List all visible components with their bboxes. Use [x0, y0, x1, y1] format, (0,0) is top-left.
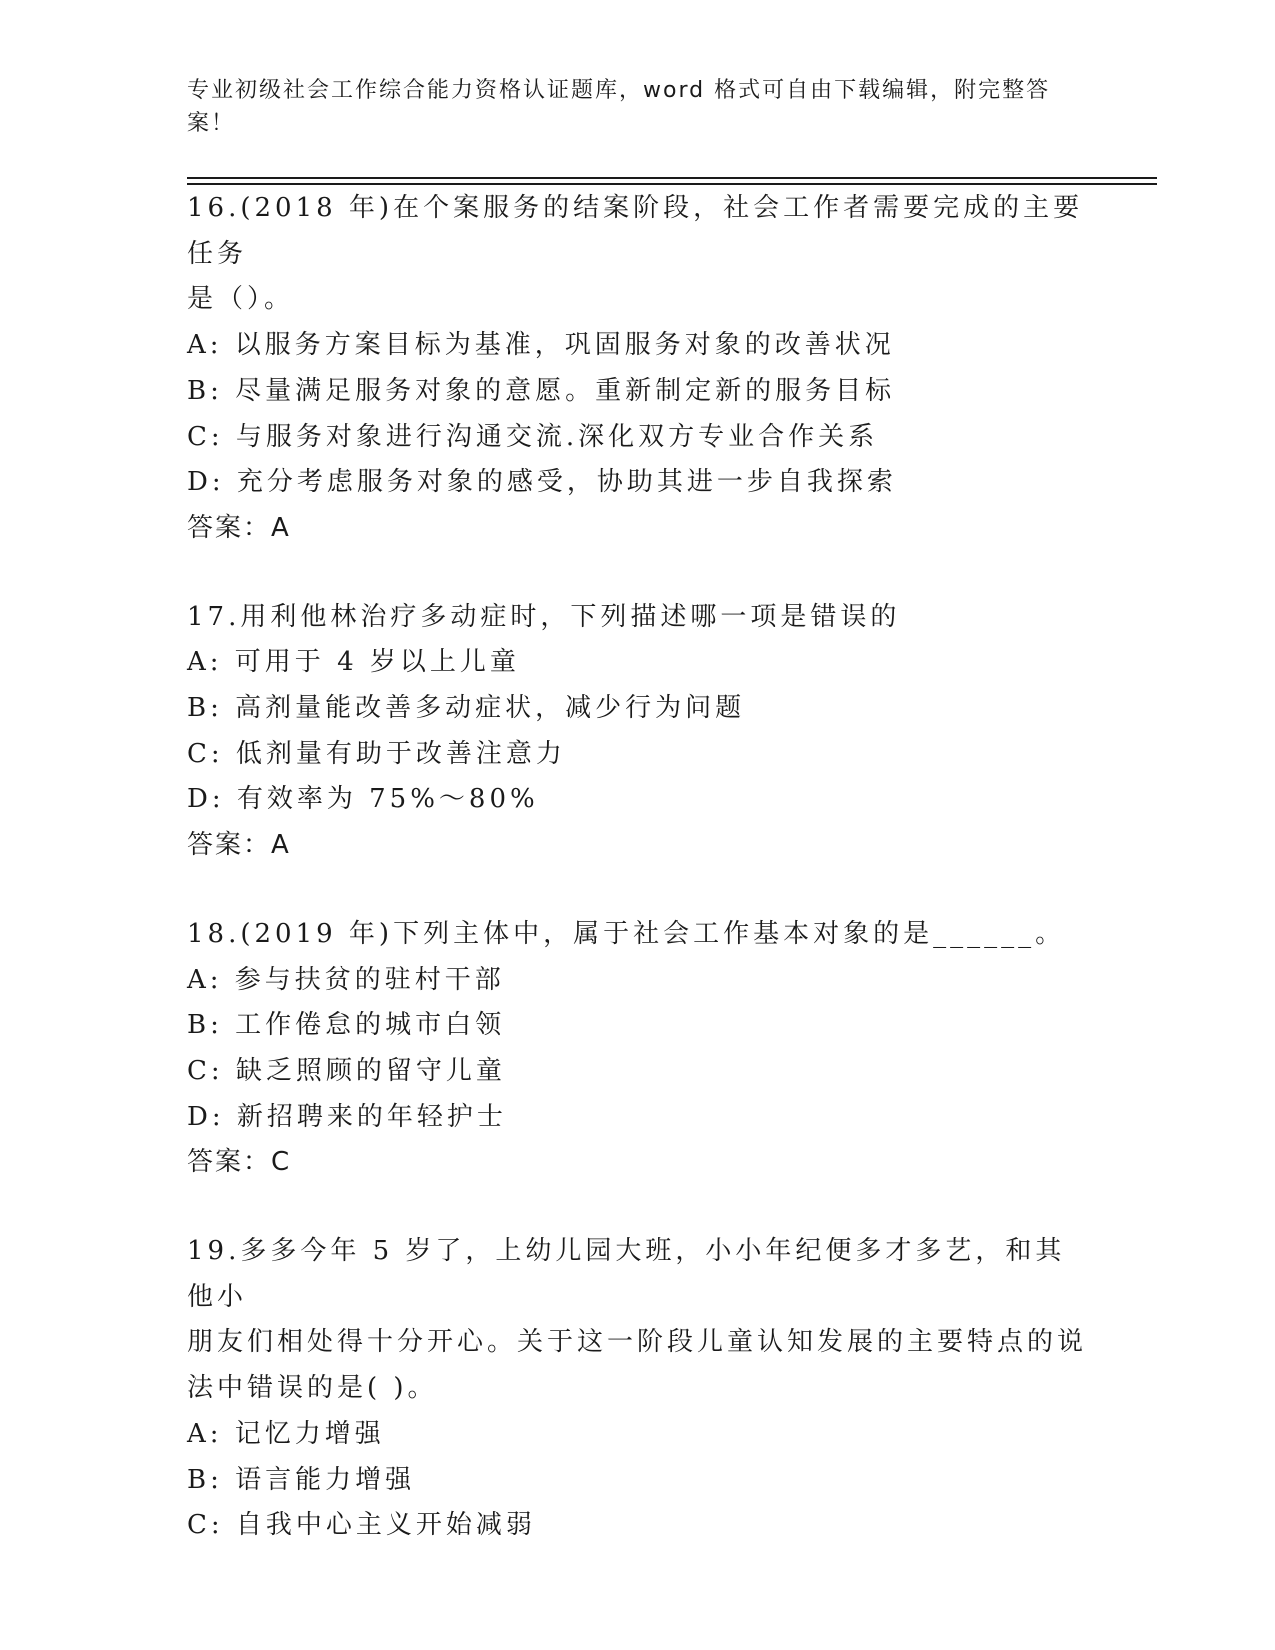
question-17 [187, 595, 1087, 869]
option-c: C: 低剂量有助于改善注意力 [187, 738, 566, 769]
stem-line: 19.多多今年 5 岁了，上幼儿园大班，小小年纪便多才多艺，和其他小 [187, 1236, 1066, 1312]
stem-line: 是（）。 [187, 284, 295, 315]
question-list [187, 186, 1087, 1592]
stem-line: 17.用利他林治疗多动症时，下列描述哪一项是错误的 [187, 601, 901, 632]
option-d: D: 新招聘来的年轻护士 [187, 1101, 507, 1132]
question-19 [187, 1229, 1087, 1549]
answer: 答案：A [187, 512, 291, 543]
option-c: C: 与服务对象进行沟通交流.深化双方专业合作关系 [187, 421, 879, 452]
header-rule-top [187, 177, 1157, 179]
answer: 答案：C [187, 1147, 292, 1178]
header-rule-bottom [187, 183, 1157, 185]
question-16 [187, 186, 1087, 552]
stem-line: 16.(2018 年)在个案服务的结案阶段，社会工作者需要完成的主要任务 [187, 193, 1084, 269]
option-a: A: 可用于 4 岁以上儿童 [187, 647, 520, 678]
stem-line: 朋友们相处得十分开心。关于这一阶段儿童认知发展的主要特点的说 [187, 1327, 1088, 1358]
answer: 答案：A [187, 830, 291, 861]
stem-line: 法中错误的是( )。 [187, 1373, 438, 1404]
option-d: D: 充分考虑服务对象的感受，协助其进一步自我探索 [187, 467, 897, 498]
question-stem [187, 595, 1087, 641]
question-stem [187, 1229, 1087, 1412]
document-header: 专业初级社会工作综合能力资格认证题库，word 格式可自由下载编辑，附完整答案！ [187, 78, 1051, 136]
stem-line: 18.(2019 年)下列主体中，属于社会工作基本对象的是______。 [187, 918, 1066, 949]
option-d: D: 有效率为 75%～80% [187, 784, 539, 815]
option-b: B: 工作倦怠的城市白领 [187, 1010, 506, 1041]
question-stem [187, 186, 1087, 323]
option-c: C: 自我中心主义开始减弱 [187, 1510, 536, 1541]
option-a: A: 记忆力增强 [187, 1418, 385, 1449]
question-stem [187, 912, 1087, 958]
option-a: A: 参与扶贫的驻村干部 [187, 964, 505, 995]
question-18 [187, 912, 1087, 1186]
option-c: C: 缺乏照顾的留守儿童 [187, 1055, 506, 1086]
option-b: B: 语言能力增强 [187, 1464, 416, 1495]
option-b: B: 高剂量能改善多动症状，减少行为问题 [187, 693, 746, 724]
option-b: B: 尽量满足服务对象的意愿。重新制定新的服务目标 [187, 375, 896, 406]
option-a: A: 以服务方案目标为基准，巩固服务对象的改善状况 [187, 330, 895, 361]
